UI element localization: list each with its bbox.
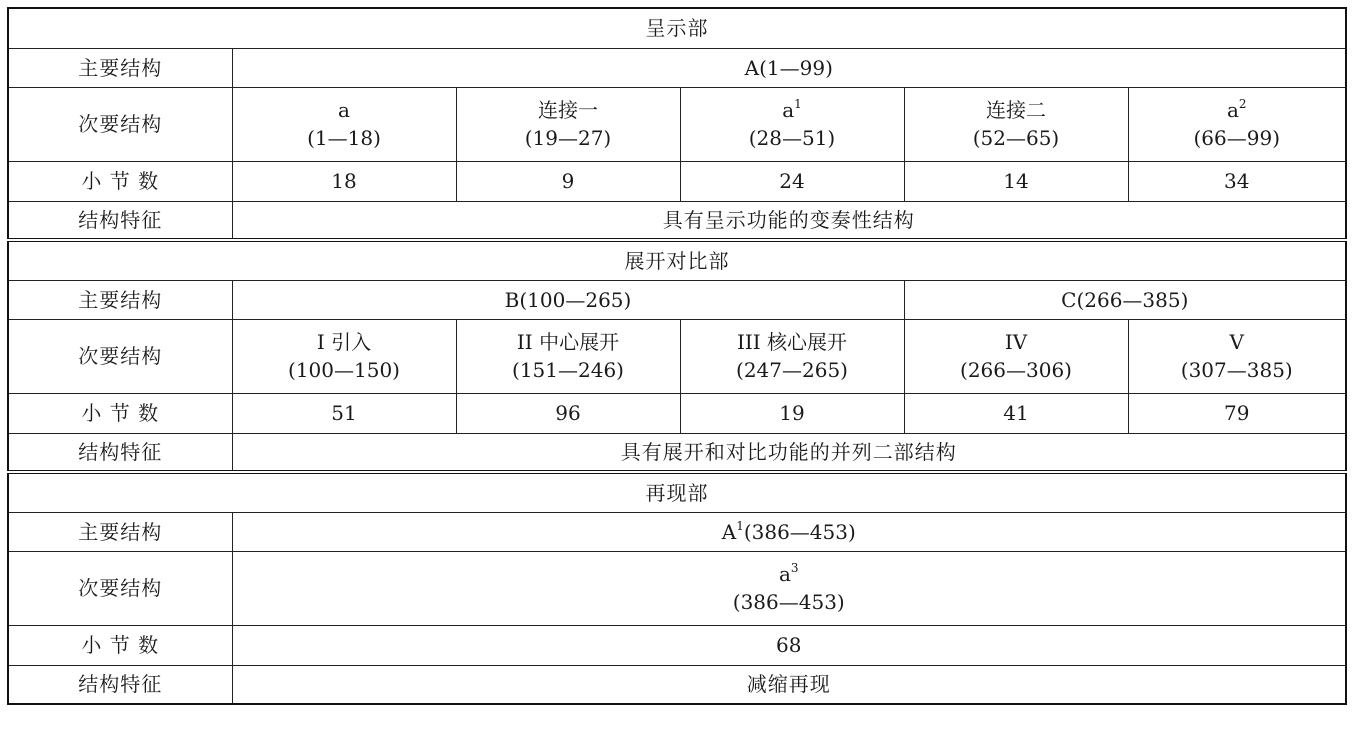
measure-count-cell: 51	[232, 393, 456, 433]
sub-structure-cell	[904, 319, 1128, 393]
sub-structure-cell	[904, 87, 1128, 161]
sub-structure-name: IV	[1004, 330, 1028, 354]
sub-structure-cell	[456, 319, 680, 393]
main-structure-row	[8, 280, 1346, 319]
main-structure-row	[8, 512, 1346, 551]
main-structure-cell	[232, 48, 1346, 87]
sub-structure-cell	[1128, 319, 1346, 393]
row-label: 结构特征	[8, 433, 232, 472]
sub-structure-name: $a^1$	[782, 97, 802, 122]
measure-count-cell: 9	[456, 161, 680, 201]
sub-structure-name: $a^2$	[1226, 97, 1247, 122]
sub-structure-range: (266—306)	[960, 358, 1072, 382]
sub-structure-cell	[232, 551, 1346, 625]
main-structure-range: (1—99)	[759, 55, 833, 80]
row-label: 结构特征	[8, 665, 232, 704]
superscript: 3	[790, 561, 799, 575]
section-title: 展开对比部	[8, 240, 1346, 280]
main-structure-range: (386—453)	[743, 519, 856, 544]
main-structure-name: B	[504, 287, 520, 312]
main-structure-cell	[232, 280, 904, 319]
measure-count-row	[8, 393, 1346, 433]
main-structure-cell	[904, 280, 1346, 319]
sub-structure-name: $a^3$	[778, 561, 799, 586]
sub-structure-range: (52—65)	[972, 126, 1060, 150]
row-label: 小 节 数	[8, 625, 232, 665]
measure-count-cell: 19	[680, 393, 904, 433]
section-title: 再现部	[8, 472, 1346, 512]
row-label: 主要结构	[8, 512, 232, 551]
measure-count-cell: 24	[680, 161, 904, 201]
measure-count-row	[8, 161, 1346, 201]
sub-structure-range: (66—99)	[1193, 126, 1281, 150]
measure-count-cell: 68	[232, 625, 1346, 665]
measure-count-cell: 18	[232, 161, 456, 201]
sub-structure-cell	[456, 87, 680, 161]
main-structure-range: (100—265)	[519, 287, 632, 312]
sub-structure-row	[8, 551, 1346, 625]
sub-structure-name: I 引入	[316, 330, 372, 354]
sub-structure-row	[8, 319, 1346, 393]
measure-count-cell: 96	[456, 393, 680, 433]
sub-structure-cell	[232, 319, 456, 393]
row-label: 小 节 数	[8, 161, 232, 201]
feature-cell: 具有展开和对比功能的并列二部结构	[232, 433, 1346, 472]
sub-structure-name: III 核心展开	[736, 330, 848, 354]
main-structure-cell	[232, 512, 1346, 551]
feature-cell: 减缩再现	[232, 665, 1346, 704]
sub-structure-cell	[680, 87, 904, 161]
sub-structure-cell	[1128, 87, 1346, 161]
sub-structure-range: (1—18)	[307, 126, 381, 150]
sub-structure-range: (247—265)	[736, 358, 848, 382]
row-label: 主要结构	[8, 280, 232, 319]
row-label: 小 节 数	[8, 393, 232, 433]
row-label: 主要结构	[8, 48, 232, 87]
sub-structure-row	[8, 87, 1346, 161]
sub-structure-name: V	[1229, 330, 1244, 354]
sub-structure-range: (307—385)	[1180, 358, 1293, 382]
row-label: 结构特征	[8, 201, 232, 240]
feature-cell: 具有呈示功能的变奏性结构	[232, 201, 1346, 240]
main-structure-name: C	[1061, 287, 1077, 312]
row-label: 次要结构	[8, 87, 232, 161]
measure-count-row	[8, 625, 1346, 665]
section-title: 呈示部	[8, 8, 1346, 48]
measure-count-cell: 41	[904, 393, 1128, 433]
sub-structure-range: (386—453)	[732, 590, 845, 614]
sub-structure-name: 连接一	[538, 98, 598, 122]
main-structure-name: A	[744, 55, 760, 80]
sub-structure-range: (28—51)	[748, 126, 836, 150]
sub-structure-range: (19—27)	[524, 126, 612, 150]
row-label: 次要结构	[8, 551, 232, 625]
sub-structure-cell	[232, 87, 456, 161]
main-structure-range: (266—385)	[1076, 287, 1189, 312]
main-structure-row	[8, 48, 1346, 87]
row-label: 次要结构	[8, 319, 232, 393]
section-title-row	[8, 240, 1346, 280]
measure-count-cell: 34	[1128, 161, 1346, 201]
superscript: 1	[794, 97, 802, 111]
measure-count-cell: 79	[1128, 393, 1346, 433]
superscript: 1	[736, 518, 744, 533]
feature-row	[8, 665, 1346, 704]
feature-row	[8, 433, 1346, 472]
sub-structure-range: (100—150)	[288, 358, 400, 382]
sonata-structure-table	[7, 7, 1347, 705]
sub-structure-range: (151—246)	[512, 358, 624, 382]
sub-structure-cell	[680, 319, 904, 393]
sub-structure-name: a	[338, 98, 350, 122]
sub-structure-name: 连接二	[986, 98, 1046, 122]
structure-table-frame	[7, 7, 1345, 705]
section-title-row	[8, 472, 1346, 512]
sub-structure-name: II 中心展开	[516, 330, 620, 354]
section-title-row	[8, 8, 1346, 48]
feature-row	[8, 201, 1346, 240]
measure-count-cell: 14	[904, 161, 1128, 201]
main-structure-name: A	[721, 519, 737, 544]
superscript: 2	[1238, 97, 1247, 111]
